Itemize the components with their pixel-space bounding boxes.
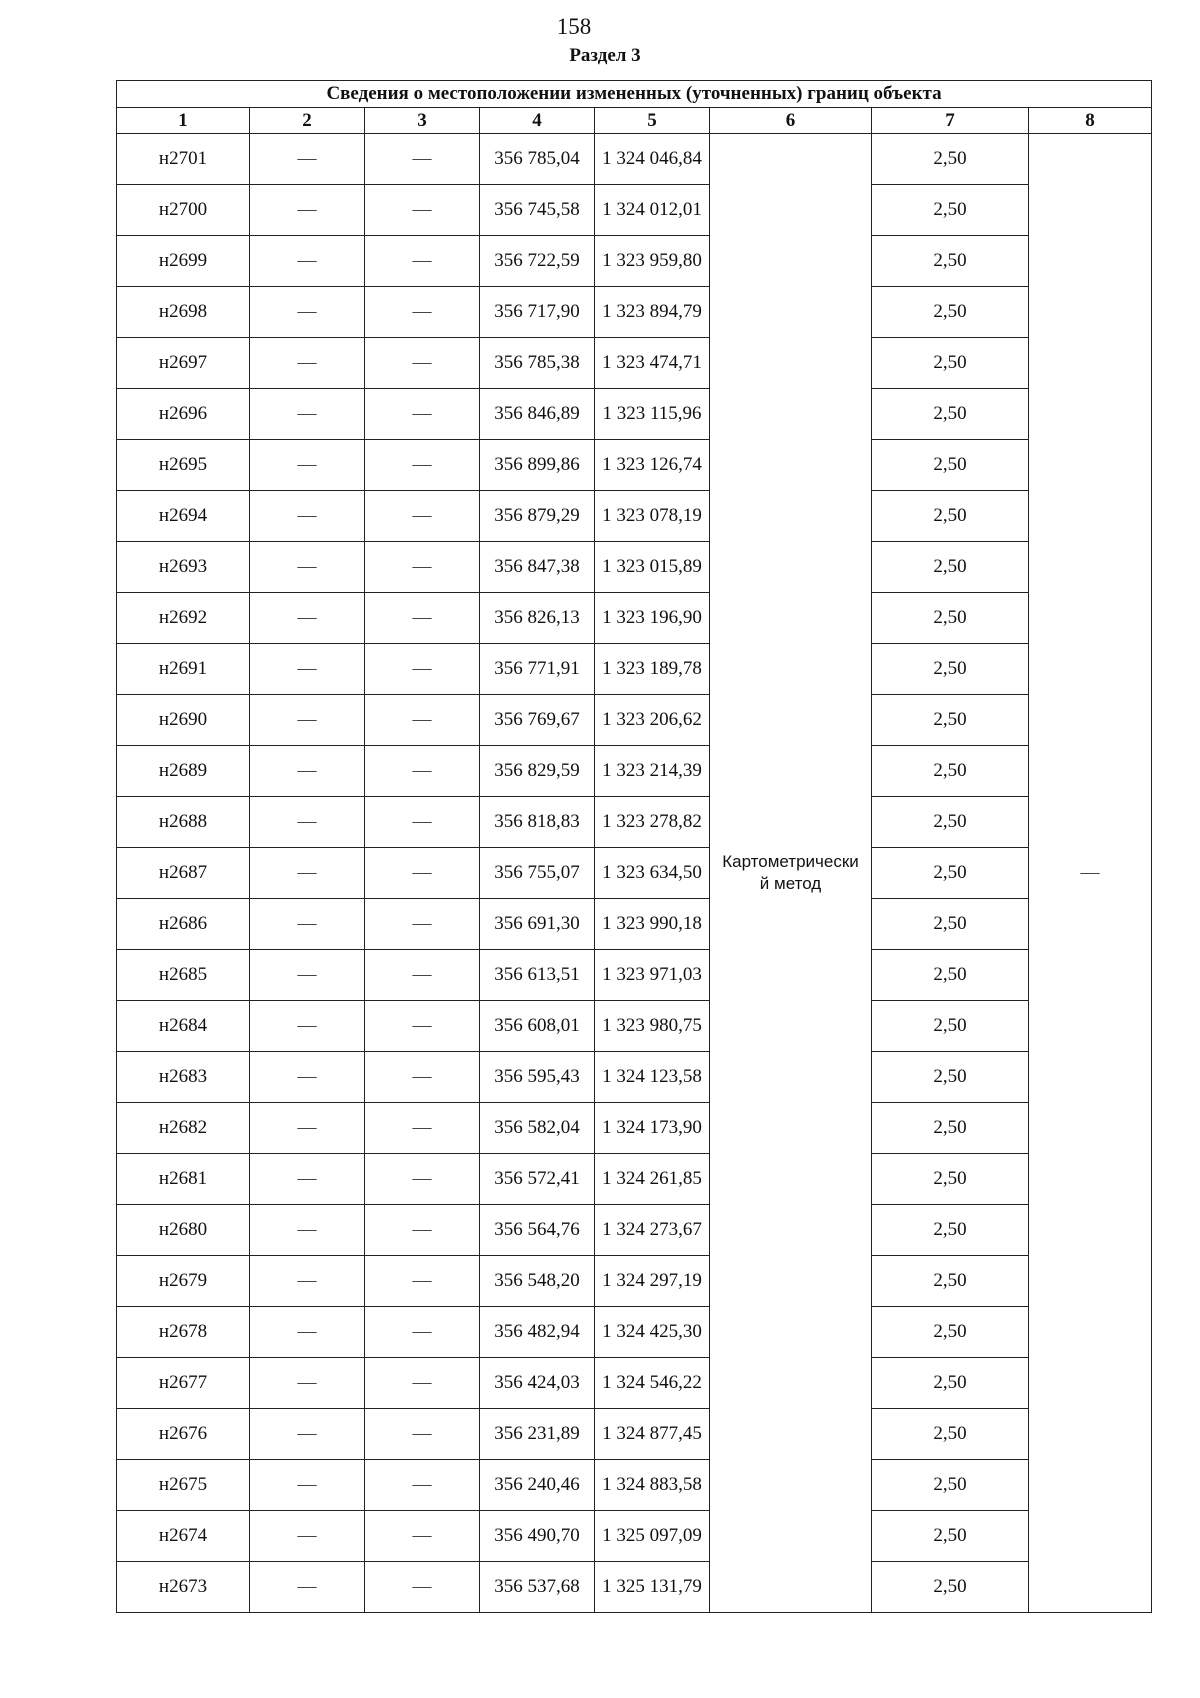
y-coordinate-cell: 1 323 894,79 [595,287,710,338]
table-row [117,134,1152,185]
column-2-cell: — [250,287,365,338]
table-row [117,1562,1152,1613]
x-coordinate-cell: 356 548,20 [480,1256,595,1307]
point-id-cell: н2689 [117,746,250,797]
column-3-cell: — [365,950,480,1001]
column-3-cell: — [365,593,480,644]
column-3-cell: — [365,1001,480,1052]
table-row [117,1001,1152,1052]
x-coordinate-cell: 356 745,58 [480,185,595,236]
column-3-cell: — [365,1103,480,1154]
accuracy-cell: 2,50 [872,848,1029,899]
column-3-cell: — [365,338,480,389]
table-row [117,1460,1152,1511]
column-3-cell: — [365,236,480,287]
column-3-cell: — [365,899,480,950]
x-coordinate-cell: 356 771,91 [480,644,595,695]
x-coordinate-cell: 356 785,38 [480,338,595,389]
point-id-cell: н2681 [117,1154,250,1205]
y-coordinate-cell: 1 323 115,96 [595,389,710,440]
table-row [117,1052,1152,1103]
x-coordinate-cell: 356 424,03 [480,1358,595,1409]
accuracy-cell: 2,50 [872,1154,1029,1205]
table-row [117,287,1152,338]
y-coordinate-cell: 1 323 078,19 [595,491,710,542]
point-id-cell: н2680 [117,1205,250,1256]
x-coordinate-cell: 356 613,51 [480,950,595,1001]
column-number-7: 7 [872,108,1029,134]
column-number-6: 6 [710,108,872,134]
point-id-cell: н2695 [117,440,250,491]
accuracy-cell: 2,50 [872,389,1029,440]
column-2-cell: — [250,1460,365,1511]
accuracy-cell: 2,50 [872,644,1029,695]
accuracy-cell: 2,50 [872,338,1029,389]
table-row [117,848,1152,899]
column-3-cell: — [365,1358,480,1409]
accuracy-cell: 2,50 [872,542,1029,593]
accuracy-cell: 2,50 [872,899,1029,950]
column-3-cell: — [365,287,480,338]
x-coordinate-cell: 356 818,83 [480,797,595,848]
column-2-cell: — [250,338,365,389]
column-number-row [117,108,1152,134]
accuracy-cell: 2,50 [872,746,1029,797]
accuracy-cell: 2,50 [872,1460,1029,1511]
column-2-cell: — [250,950,365,1001]
x-coordinate-cell: 356 595,43 [480,1052,595,1103]
column-2-cell: — [250,1562,365,1613]
column-3-cell: — [365,1052,480,1103]
y-coordinate-cell: 1 323 474,71 [595,338,710,389]
accuracy-cell: 2,50 [872,440,1029,491]
column-3-cell: — [365,1256,480,1307]
column-3-cell: — [365,1562,480,1613]
point-id-cell: н2694 [117,491,250,542]
x-coordinate-cell: 356 846,89 [480,389,595,440]
column-3-cell: — [365,491,480,542]
y-coordinate-cell: 1 324 273,67 [595,1205,710,1256]
x-coordinate-cell: 356 722,59 [480,236,595,287]
column-3-cell: — [365,1307,480,1358]
column-3-cell: — [365,1205,480,1256]
point-id-cell: н2685 [117,950,250,1001]
table-body [117,134,1152,1613]
x-coordinate-cell: 356 769,67 [480,695,595,746]
accuracy-cell: 2,50 [872,491,1029,542]
x-coordinate-cell: 356 717,90 [480,287,595,338]
column-3-cell: — [365,797,480,848]
accuracy-cell: 2,50 [872,1256,1029,1307]
point-id-cell: н2679 [117,1256,250,1307]
point-id-cell: н2697 [117,338,250,389]
x-coordinate-cell: 356 785,04 [480,134,595,185]
column-2-cell: — [250,746,365,797]
column-3-cell: — [365,389,480,440]
table-row [117,593,1152,644]
table-row [117,644,1152,695]
y-coordinate-cell: 1 324 173,90 [595,1103,710,1154]
column-2-cell: — [250,1409,365,1460]
accuracy-cell: 2,50 [872,1562,1029,1613]
accuracy-cell: 2,50 [872,695,1029,746]
point-id-cell: н2675 [117,1460,250,1511]
point-id-cell: н2701 [117,134,250,185]
y-coordinate-cell: 1 323 214,39 [595,746,710,797]
x-coordinate-cell: 356 755,07 [480,848,595,899]
column-2-cell: — [250,491,365,542]
accuracy-cell: 2,50 [872,1001,1029,1052]
column-3-cell: — [365,848,480,899]
column-3-cell: — [365,695,480,746]
x-coordinate-cell: 356 829,59 [480,746,595,797]
page-number: 158 [556,14,592,39]
accuracy-cell: 2,50 [872,1307,1029,1358]
column-3-cell: — [365,1460,480,1511]
column-number-1: 1 [117,108,250,134]
point-id-cell: н2692 [117,593,250,644]
table-row [117,185,1152,236]
table-caption: Сведения о местоположении измененных (уточненных) границ объекта [117,81,1152,108]
table-row [117,440,1152,491]
column-2-cell: — [250,440,365,491]
accuracy-cell: 2,50 [872,1205,1029,1256]
y-coordinate-cell: 1 323 990,18 [595,899,710,950]
y-coordinate-cell: 1 324 883,58 [595,1460,710,1511]
point-id-cell: н2688 [117,797,250,848]
y-coordinate-cell: 1 324 123,58 [595,1052,710,1103]
column-2-cell: — [250,134,365,185]
point-id-cell: н2678 [117,1307,250,1358]
column-2-cell: — [250,797,365,848]
column-2-cell: — [250,593,365,644]
table-row [117,491,1152,542]
point-id-cell: н2693 [117,542,250,593]
point-id-cell: н2677 [117,1358,250,1409]
column-3-cell: — [365,1154,480,1205]
y-coordinate-cell: 1 323 959,80 [595,236,710,287]
point-id-cell: н2676 [117,1409,250,1460]
table-row [117,1256,1152,1307]
column-2-cell: — [250,542,365,593]
table-row [117,695,1152,746]
point-id-cell: н2690 [117,695,250,746]
column-3-cell: — [365,1511,480,1562]
x-coordinate-cell: 356 608,01 [480,1001,595,1052]
column-number-8: 8 [1029,108,1152,134]
x-coordinate-cell: 356 879,29 [480,491,595,542]
column-2-cell: — [250,236,365,287]
table-row [117,236,1152,287]
accuracy-cell: 2,50 [872,797,1029,848]
column-2-cell: — [250,1052,365,1103]
y-coordinate-cell: 1 324 046,84 [595,134,710,185]
column-3-cell: — [365,542,480,593]
x-coordinate-cell: 356 582,04 [480,1103,595,1154]
x-coordinate-cell: 356 537,68 [480,1562,595,1613]
boundary-coordinates-table [116,80,1152,1613]
y-coordinate-cell: 1 323 196,90 [595,593,710,644]
column-3-cell: — [365,134,480,185]
accuracy-cell: 2,50 [872,134,1029,185]
y-coordinate-cell: 1 323 971,03 [595,950,710,1001]
accuracy-cell: 2,50 [872,185,1029,236]
point-id-cell: н2700 [117,185,250,236]
accuracy-cell: 2,50 [872,1409,1029,1460]
x-coordinate-cell: 356 826,13 [480,593,595,644]
x-coordinate-cell: 356 231,89 [480,1409,595,1460]
point-id-cell: н2674 [117,1511,250,1562]
table-row [117,1154,1152,1205]
table-row [117,338,1152,389]
y-coordinate-cell: 1 324 425,30 [595,1307,710,1358]
y-coordinate-cell: 1 324 297,19 [595,1256,710,1307]
point-id-cell: н2686 [117,899,250,950]
column-2-cell: — [250,1511,365,1562]
x-coordinate-cell: 356 240,46 [480,1460,595,1511]
table-row [117,1358,1152,1409]
y-coordinate-cell: 1 325 131,79 [595,1562,710,1613]
table-row [117,1511,1152,1562]
y-coordinate-cell: 1 325 097,09 [595,1511,710,1562]
point-id-cell: н2691 [117,644,250,695]
table-row [117,899,1152,950]
accuracy-cell: 2,50 [872,1052,1029,1103]
y-coordinate-cell: 1 324 546,22 [595,1358,710,1409]
column-3-cell: — [365,185,480,236]
table-row [117,746,1152,797]
point-id-cell: н2683 [117,1052,250,1103]
table-row [117,1409,1152,1460]
column-3-cell: — [365,746,480,797]
accuracy-cell: 2,50 [872,236,1029,287]
y-coordinate-cell: 1 323 189,78 [595,644,710,695]
x-coordinate-cell: 356 691,30 [480,899,595,950]
column-3-cell: — [365,644,480,695]
x-coordinate-cell: 356 564,76 [480,1205,595,1256]
method-cell [710,134,872,1613]
x-coordinate-cell: 356 899,86 [480,440,595,491]
column-2-cell: — [250,695,365,746]
point-id-cell: н2682 [117,1103,250,1154]
y-coordinate-cell: 1 324 877,45 [595,1409,710,1460]
point-id-cell: н2699 [117,236,250,287]
column-number-5: 5 [595,108,710,134]
column-3-cell: — [365,440,480,491]
column-number-2: 2 [250,108,365,134]
column-2-cell: — [250,1001,365,1052]
column-2-cell: — [250,1154,365,1205]
accuracy-cell: 2,50 [872,593,1029,644]
section-title: Раздел 3 [569,45,641,66]
accuracy-cell: 2,50 [872,287,1029,338]
y-coordinate-cell: 1 323 980,75 [595,1001,710,1052]
table-row [117,389,1152,440]
y-coordinate-cell: 1 323 278,82 [595,797,710,848]
column-2-cell: — [250,1103,365,1154]
table-row [117,1205,1152,1256]
y-coordinate-cell: 1 324 261,85 [595,1154,710,1205]
point-id-cell: н2673 [117,1562,250,1613]
accuracy-cell: 2,50 [872,1103,1029,1154]
x-coordinate-cell: 356 490,70 [480,1511,595,1562]
x-coordinate-cell: 356 572,41 [480,1154,595,1205]
point-id-cell: н2684 [117,1001,250,1052]
column-8-cell: — [1029,134,1152,1613]
y-coordinate-cell: 1 323 126,74 [595,440,710,491]
column-2-cell: — [250,389,365,440]
table-row [117,1103,1152,1154]
table-row [117,797,1152,848]
column-number-3: 3 [365,108,480,134]
y-coordinate-cell: 1 323 206,62 [595,695,710,746]
point-id-cell: н2696 [117,389,250,440]
column-2-cell: — [250,644,365,695]
y-coordinate-cell: 1 324 012,01 [595,185,710,236]
column-2-cell: — [250,1307,365,1358]
table-row [117,542,1152,593]
column-2-cell: — [250,1205,365,1256]
column-2-cell: — [250,185,365,236]
point-id-cell: н2687 [117,848,250,899]
table-row [117,1307,1152,1358]
accuracy-cell: 2,50 [872,1511,1029,1562]
table-row [117,950,1152,1001]
column-3-cell: — [365,1409,480,1460]
x-coordinate-cell: 356 847,38 [480,542,595,593]
column-number-4: 4 [480,108,595,134]
point-id-cell: н2698 [117,287,250,338]
column-2-cell: — [250,899,365,950]
y-coordinate-cell: 1 323 015,89 [595,542,710,593]
column-2-cell: — [250,1358,365,1409]
table-caption-row [117,81,1152,108]
method-text-line-2: й метод [759,874,822,893]
accuracy-cell: 2,50 [872,950,1029,1001]
y-coordinate-cell: 1 323 634,50 [595,848,710,899]
method-text-line-1: Картометрически [722,852,859,871]
x-coordinate-cell: 356 482,94 [480,1307,595,1358]
column-2-cell: — [250,848,365,899]
accuracy-cell: 2,50 [872,1358,1029,1409]
column-2-cell: — [250,1256,365,1307]
